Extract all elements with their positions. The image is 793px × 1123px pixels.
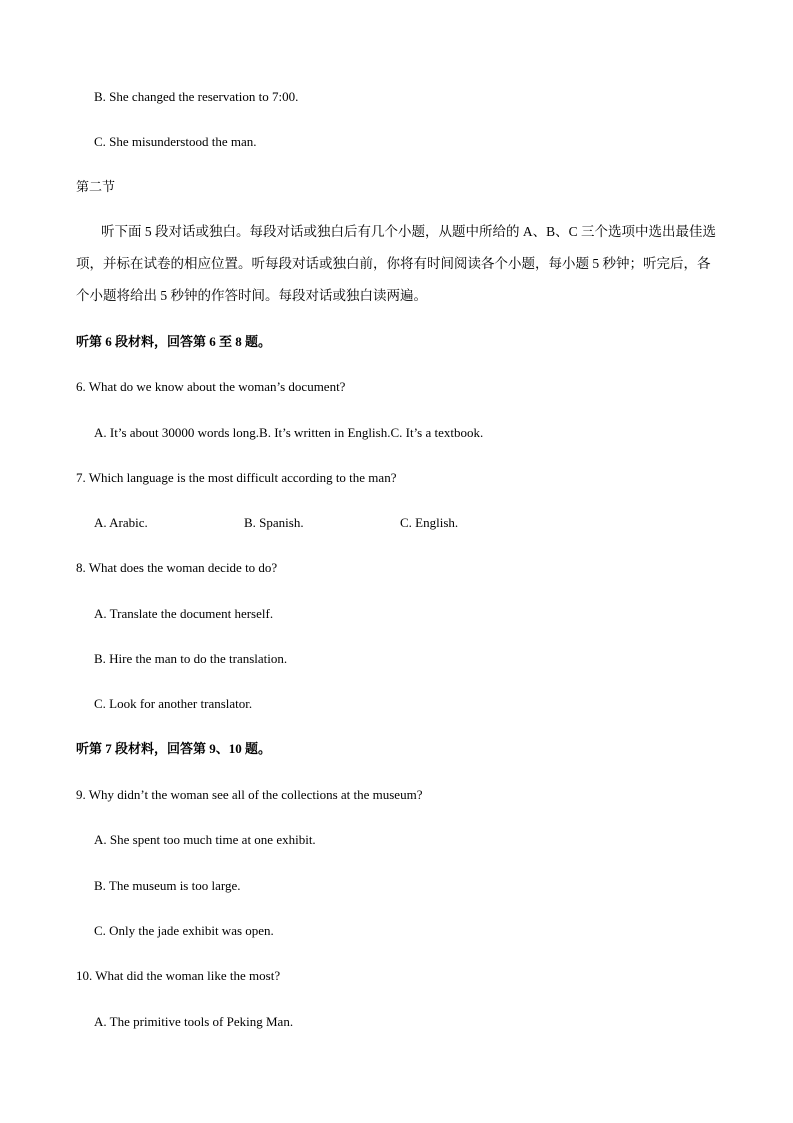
question-8: 8. What does the woman decide to do?	[76, 560, 278, 575]
question-8-option-a: A. Translate the document herself.	[94, 606, 274, 621]
section-heading: 第二节	[76, 179, 116, 194]
question-6-options: A. It’s about 30000 words long.B. It’s written in English.C. It’s a textbook.	[94, 425, 484, 440]
material-6-heading: 听第 6 段材料，回答第 6 至 8 题。	[76, 334, 272, 349]
question-7: 7. Which language is the most difficult according to the man?	[76, 470, 397, 485]
question-9-option-c: C. Only the jade exhibit was open.	[94, 923, 274, 938]
option-c-misunderstood: C. She misunderstood the man.	[94, 134, 257, 149]
section-instructions: 听下面 5 段对话或独白。每段对话或独白后有几个小题，从题中所给的 A、B、C 三个选项中选出最佳选项，并标在试卷的相应位置。听每段对话或独白前，你将有时间阅读各个小题，每小题 5 秒钟；听完后，各个小题将给出 5 秒钟的作答时间。每段对话或独白读两遍。	[76, 224, 717, 303]
question-10-option-a: A. The primitive tools of Peking Man.	[94, 1014, 294, 1029]
option-b-reservation: B. She changed the reservation to 7:00.	[94, 89, 299, 104]
question-9: 9. Why didn’t the woman see all of the collections at the museum?	[76, 787, 423, 802]
question-6: 6. What do we know about the woman’s document?	[76, 379, 346, 394]
question-9-option-b: B. The museum is too large.	[94, 878, 241, 893]
question-7-option-a: A. Arabic.	[94, 515, 148, 530]
question-7-option-c: C. English.	[400, 515, 459, 530]
question-8-option-c: C. Look for another translator.	[94, 696, 253, 711]
question-9-option-a: A. She spent too much time at one exhibit.	[94, 832, 316, 847]
question-8-option-b: B. Hire the man to do the translation.	[94, 651, 288, 666]
material-7-heading: 听第 7 段材料，回答第 9、10 题。	[76, 741, 272, 756]
question-10: 10. What did the woman like the most?	[76, 968, 281, 983]
question-7-options	[94, 514, 458, 532]
question-7-option-b: B. Spanish.	[244, 515, 304, 530]
